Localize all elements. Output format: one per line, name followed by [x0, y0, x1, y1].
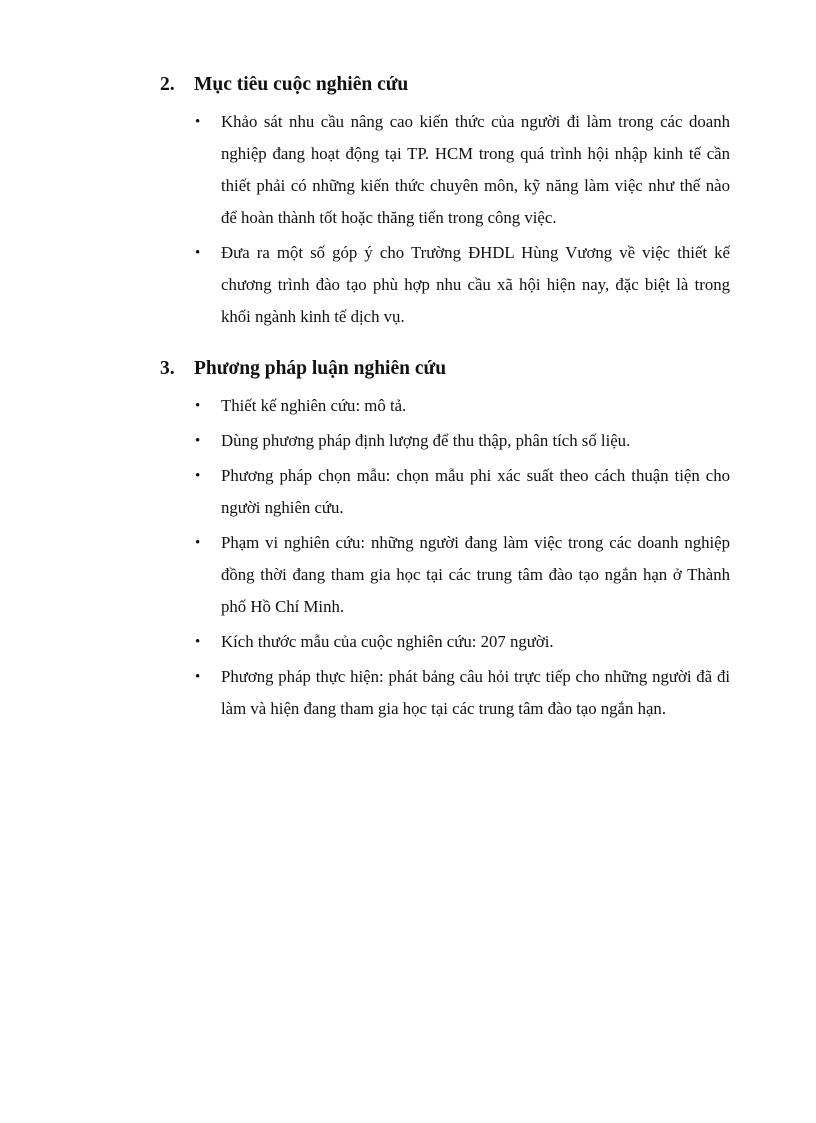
bullet-icon: • — [195, 669, 201, 685]
section-title: Phương pháp luận nghiên cứu — [194, 358, 447, 379]
bullet-icon: • — [195, 398, 201, 414]
list-item — [160, 661, 730, 725]
list-item — [160, 460, 730, 524]
list-item — [160, 390, 730, 422]
section-methodology — [160, 356, 730, 728]
bullet-icon: • — [195, 245, 201, 261]
section-title: Mục tiêu cuộc nghiên cứu — [194, 74, 409, 95]
section-number: 3. — [160, 358, 175, 379]
list-item-text: Kích thước mẫu của cuộc nghiên cứu: 207 người. — [221, 632, 554, 651]
list-item — [160, 106, 730, 234]
bullet-icon: • — [195, 114, 201, 130]
bullet-icon: • — [195, 535, 201, 551]
list-item-text: Khảo sát nhu cầu nâng cao kiến thức của người đi làm trong các doanh nghiệp đang hoạt động tại TP. HCM trong quá trình hội nhập kinh tế cần thiết phải có những kiến thức chuyên môn, kỹ năng làm việc như thế nào để hoàn thành tốt hoặc thăng tiến trong công việc. — [221, 112, 730, 227]
list-item-text: Phương pháp thực hiện: phát bảng câu hỏi trực tiếp cho những người đã đi làm và hiện đang tham gia học tại các trung tâm đào tạo ngắn hạn. — [221, 667, 730, 718]
list-item-text: Dùng phương pháp định lượng để thu thập, phân tích số liệu. — [221, 431, 631, 450]
bullet-icon: • — [195, 468, 201, 484]
list-item-text: Phương pháp chọn mẫu: chọn mẫu phi xác suất theo cách thuận tiện cho người nghiên cứu. — [221, 466, 730, 517]
list-item-text: Phạm vi nghiên cứu: những người đang làm việc trong các doanh nghiệp đồng thời đang tham gia học tại các trung tâm đào tạo ngắn hạn ở Thành phố Hồ Chí Minh. — [221, 533, 730, 616]
bullet-list — [160, 106, 730, 333]
list-item — [160, 527, 730, 623]
list-item — [160, 626, 730, 658]
list-item — [160, 237, 730, 333]
section-objectives — [160, 72, 730, 336]
list-item-text: Thiết kế nghiên cứu: mô tả. — [221, 396, 407, 415]
list-item — [160, 425, 730, 457]
section-number: 2. — [160, 74, 175, 95]
section-heading — [160, 72, 730, 98]
section-heading — [160, 356, 730, 382]
list-item-text: Đưa ra một số góp ý cho Trường ĐHDL Hùng Vương về việc thiết kế chương trình đào tạo phù hợp nhu cầu xã hội hiện nay, đặc biệt là trong khối ngành kinh tế dịch vụ. — [221, 243, 730, 326]
bullet-list — [160, 390, 730, 725]
bullet-icon: • — [195, 433, 201, 449]
bullet-icon: • — [195, 634, 201, 650]
